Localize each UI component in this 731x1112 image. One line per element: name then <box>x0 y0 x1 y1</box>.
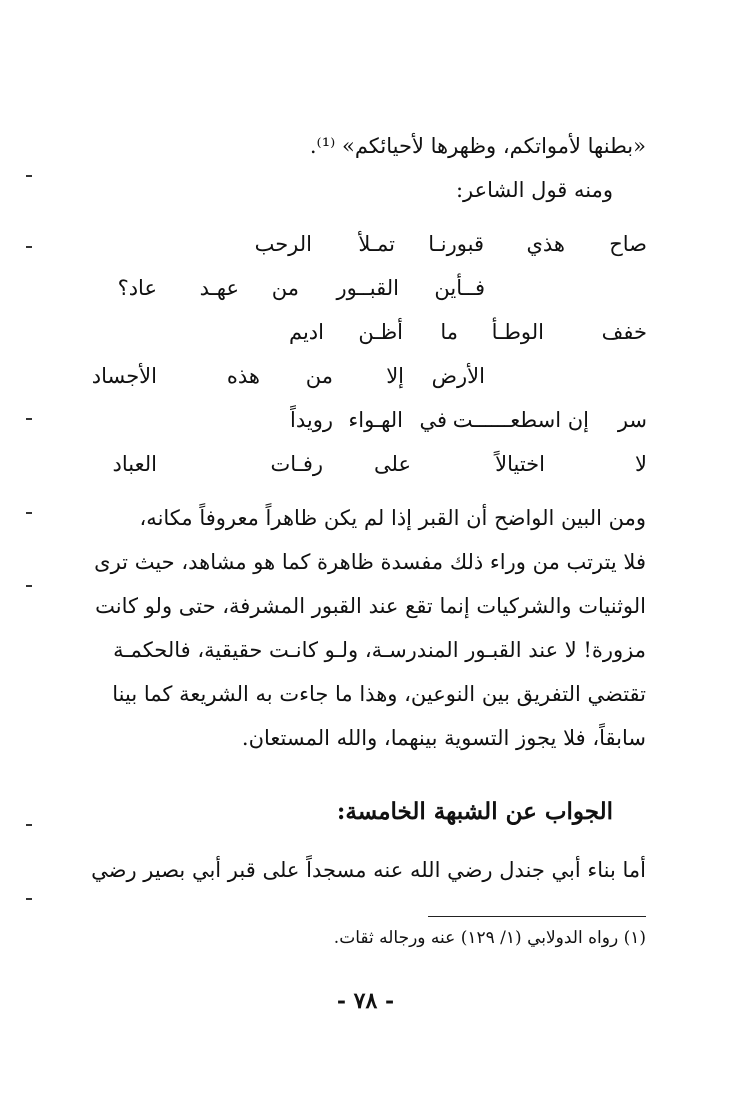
poem-verse <box>82 320 647 350</box>
poem-word: ما <box>440 320 458 344</box>
poem-word: رويداً <box>290 408 333 432</box>
footnote: (١) رواه الدولابي (١/ ١٢٩) عنه ورجاله ثقات. <box>333 928 646 948</box>
poem-word: خفف <box>601 320 647 344</box>
poem-word: اديم <box>288 320 324 344</box>
margin-mark <box>26 418 32 420</box>
poem-word: الوطـأ <box>491 320 544 344</box>
poem-verse <box>82 276 647 306</box>
poem-word: عاد؟ <box>117 276 157 300</box>
poem-word: على <box>374 452 411 476</box>
margin-mark <box>26 898 32 900</box>
poem-word: إلا <box>386 364 404 388</box>
poem-word: إن اسطعــــــت <box>452 408 589 432</box>
poem-word: الأجساد <box>91 364 157 388</box>
poem-word: عهـد <box>199 276 239 300</box>
poem-verse <box>82 408 647 438</box>
poem-verse <box>82 364 647 394</box>
intro-line: ومنه قول الشاعر: <box>455 178 613 202</box>
poem-word: لا <box>635 452 647 476</box>
poem-verse <box>82 232 647 262</box>
paragraph-line: مزورة! لا عند القبـور المندرسـة، ولـو كانـت حقيقية، فالحكمـة <box>113 638 646 662</box>
poem-word: أظـن <box>358 320 403 344</box>
poem-word: من <box>305 364 333 388</box>
poem-word: هذي <box>526 232 565 256</box>
poem-word: الهـواء <box>348 408 403 432</box>
page-number: - ٧٨ - <box>336 988 395 1014</box>
poem-word: رفـات <box>270 452 323 476</box>
poem-word: القبــور <box>336 276 399 300</box>
margin-mark <box>26 824 32 826</box>
poem-word: العباد <box>112 452 157 476</box>
paragraph-line: سابقاً، فلا يجوز التسوية بينهما، والله المستعان. <box>241 726 646 750</box>
paragraph-line: فلا يترتب من وراء ذلك مفسدة ظاهرة كما هو مشاهد، حيث ترى <box>94 550 646 574</box>
poem-word: سر <box>617 408 647 432</box>
margin-mark <box>26 175 32 177</box>
paragraph-line: تقتضي التفريق بين النوعين، وهذا ما جاءت به الشريعة كما بينا <box>112 682 646 706</box>
paragraph-line: ومن البين الواضح أن القبر إذا لم يكن ظاهراً معروفاً مكانه، <box>139 506 646 530</box>
margin-mark <box>26 512 32 514</box>
footnote-separator <box>428 916 646 917</box>
poem-word: فــأين <box>434 276 485 300</box>
paragraph-line: أما بناء أبي جندل رضي الله عنه مسجداً على قبر أبي بصير رضي <box>91 858 646 882</box>
poem-word: من <box>271 276 299 300</box>
poem-word: هذه <box>226 364 260 388</box>
poem-word: اختيالاً <box>495 452 545 476</box>
paragraph-line: الوثنيات والشركيات إنما تقع عند القبور المشرفة، حتى ولو كانت <box>95 594 646 618</box>
poem-word: قبورنـا <box>428 232 484 256</box>
poem-word: صاح <box>609 232 647 256</box>
margin-mark <box>26 246 32 248</box>
margin-mark <box>26 585 32 587</box>
poem-word: في <box>419 408 447 432</box>
poem-word: الأرض <box>431 364 485 388</box>
poem-verse <box>82 452 647 482</box>
poem-word: الرحب <box>254 232 312 256</box>
poem-word: تمـلأ <box>358 232 395 256</box>
quote-line: «بطنها لأمواتكم، وظهرها لأحيائكم» ⁽¹⁾. <box>309 134 646 158</box>
section-heading: الجواب عن الشبهة الخامسة: <box>336 798 613 825</box>
